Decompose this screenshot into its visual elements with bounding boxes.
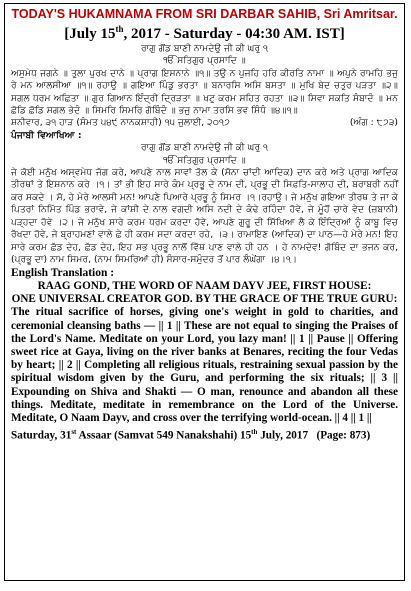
footer-date-line	[11, 426, 398, 443]
english-raag-heading: RAAG GOND, THE WORD OF NAAM DAYV JEE, FIRST HOUSE:	[37, 280, 372, 293]
gurbani-date-line	[11, 117, 398, 129]
date-time-line	[11, 21, 398, 43]
ang-number: (ਅੰਗ : ੮੭੩)	[349, 117, 398, 129]
punjabi-date: ਸ਼ਨੀਵਾਰ, ੩੧ ਹਾੜ (ਸੰਮਤ ੫੪੯ ਨਾਨਕਸ਼ਾਹੀ) ੧੫ ਜੁਲਾਈ, ੨੦੧੭	[11, 117, 230, 129]
english-mool-heading: ONE UNIVERSAL CREATOR GOD. BY THE GRACE OF THE TRUE GURU:	[11, 293, 398, 306]
page-title: TODAY'S HUKAMNAMA FROM SRI DARBAR SAHIB, Sri Amritsar.	[11, 7, 398, 21]
hukamnama-page	[4, 3, 405, 581]
english-translation-label: English Translation :	[11, 267, 115, 280]
footer-mid: Assaar (Samvat 549 Nanakshahi) 15	[76, 429, 252, 442]
date-rest: , 2017 - Saturday - 04:30 AM. IST]	[123, 26, 345, 42]
footer-sup-2: th	[251, 428, 258, 437]
punjabi-explanation-text: ਜੇ ਕੋਈ ਮਨੁੱਖ ਅਸ੍ਵਮੇਧ ਜੱਗ ਕਰੇ, ਆਪਣੇ ਨਾਲ ਸਾਵਾਂ ਤੋਲ ਕੇ (ਸੋਨਾ ਚਾਂਦੀ ਆਦਿਕ) ਦਾਨ ਕਰੇ ਅਤੇ ਪ੍ਰਾਗ ਆਦਿਕ ਤੀਰਥਾਂ ਤੇ ਇਸ਼ਨਾਨ ਕਰੇ ।੧। ਤਾਂ ਭੀ ਇਹ ਸਾਰੇ ਕੰਮ ਪ੍ਰਭੂ ਦੇ ਨਾਮ ਦੀ, ਪ੍ਰਭੂ ਦੀ ਸਿਫ਼ਤਿ-ਸਾਲਾਹ ਦੀ, ਬਰਾਬਰੀ ਨਹੀਂ ਕਰ ਸਕਦੇ । ਸੋ, ਹੇ ਮੇਰੇ ਆਲਸੀ ਮਨ! ਆਪਣੇ ਪਿਆਰੇ ਪ੍ਰਭੂ ਨੂੰ ਸਿਮਰ ।੧।ਰਹਾਉ। ਜੇ ਮਨੁੱਖ ਗਇਆ ਤੀਰਥ ਤੇ ਜਾ ਕੇ ਪਿਤਰਾਂ ਨਿਮਿੱਤ ਪਿੰਡ ਭਰਾਵੇ, ਜੇ ਕਾਂਸ਼ੀ ਦੇ ਨਾਲ ਵਗਦੀ ਅਸਿ ਨਦੀ ਦੇ ਕੰਢੇ ਰਹਿੰਦਾ ਹੋਵੇ, ਜੇ ਮੂੰਹੋਂ ਚਾਰੇ ਵੇਦ (ਜ਼ਬਾਨੀ) ਪੜ੍ਹਦਾ ਹੋਵੇ ।੨। ਜੇ ਮਨੁੱਖ ਸਾਰੇ ਕਰਮ ਧਰਮ ਕਰਦਾ ਹੋਵੇ, ਆਪਣੇ ਗੁਰੂ ਦੀ ਸਿੱਖਿਆ ਲੈ ਕੇ ਇੰਦ੍ਰਿਆਂ ਨੂੰ ਕਾਬੂ ਵਿਚ ਰੱਖਦਾ ਹੋਵੇ, ਜੇ ਬ੍ਰਾਹਮਣਾਂ ਵਾਲੇ ਛੇ ਹੀ ਕਰਮ ਸਦਾ ਕਰਦਾ ਰਹੇ, ।੩। ਰਾਮਾਇਣ (ਆਦਿਕ) ਦਾ ਪਾਠ—ਹੇ ਮੇਰੇ ਮਨ! ਇਹ ਸਾਰੇ ਕਰਮ ਛੱਡ ਦੇਹ, ਛੱਡ ਦੇਹ, ਇਹ ਸਭ ਪ੍ਰਭੂ ਨਾਲੋਂ ਵਿੱਥ ਪਾਣ ਵਾਲੇ ਹੀ ਹਨ । ਹੇ ਨਾਮਦੇਵ! ਗੋਬਿੰਦ ਦਾ ਭਜਨ ਕਰ, (ਪ੍ਰਭੂ ਦਾ) ਨਾਮ ਸਿਮਰ, (ਨਾਮ ਸਿਮਰਿਆਂ ਹੀ) ਸੰਸਾਰ-ਸਮੁੰਦਰ ਤੋਂ ਪਾਰ ਲੰਘੇਂਗਾ ।੪।੧।	[11, 167, 398, 265]
footer-sup-1: st	[71, 428, 77, 437]
punjabi-mool-mantar: ੴ ਸਤਿਗੁਰ ਪ੍ਰਸਾਦਿ ॥	[163, 154, 246, 166]
date-open: [July 15	[64, 26, 116, 42]
footer-prefix: Saturday, 31	[11, 429, 72, 442]
gurbani-verse: ਅਸੁਮੇਧ ਜਗਨੇ ॥ ਤੁਲਾ ਪੁਰਖ ਦਾਨੇ ॥ ਪ੍ਰਾਗ ਇਸਨਾਨੇ ॥੧॥ ਤਉ ਨ ਪੁਜਹਿ ਹਰਿ ਕੀਰਤਿ ਨਾਮਾ ॥ ਅਪੁਨੇ ਰਾਮਹਿ ਭਜੁ ਰੇ ਮਨ ਆਲਸੀਆ ॥੧॥ ਰਹਾਉ ॥ ਗਇਆ ਪਿੰਡੁ ਭਰਤਾ ॥ ਬਨਾਰਸਿ ਅਸਿ ਬਸਤਾ ॥ ਮੁਖਿ ਬੇਦ ਚਤੁਰ ਪੜਤਾ ॥੨॥ ਸਗਲ ਧਰਮ ਅਛਿਤਾ ॥ ਗੁਰ ਗਿਆਨ ਇੰਦ੍ਰੀ ਦ੍ਰਿੜਤਾ ॥ ਖਟੁ ਕਰਮ ਸਹਿਤ ਰਹਤਾ ॥੩॥ ਸਿਵਾ ਸਕਤਿ ਸੰਬਾਦੰ ॥ ਮਨ ਛੋਡਿ ਛੋਡਿ ਸਗਲ ਭੇਦੰ ॥ ਸਿਮਰਿ ਸਿਮਰਿ ਗੋਬਿੰਦੰ ॥ ਭਜੁ ਨਾਮਾ ਤਰਸਿ ਭਵ ਸਿੰਧੰ ॥੪॥੧॥	[11, 67, 398, 117]
gurbani-mool-mantar: ੴ ਸਤਿਗੁਰ ਪ੍ਰਸਾਦਿ ॥	[163, 55, 246, 67]
punjabi-explanation-label: ਪੰਜਾਬੀ ਵਿਆਖਿਆ :	[11, 129, 82, 141]
date-suffix: th	[115, 24, 124, 34]
punjabi-raag-heading: ਰਾਗੁ ਗੋਂਡ ਬਾਣੀ ਨਾਮਦੇਉ ਜੀ ਕੀ ਘਰੁ ੧	[140, 142, 269, 154]
footer-rest: July, 2017	[257, 429, 309, 442]
gurbani-raag-heading: ਰਾਗੁ ਗੋਂਡ ਬਾਣੀ ਨਾਮਦੇਉ ਜੀ ਕੀ ਘਰੁ ੧	[140, 43, 269, 54]
english-translation-text: The ritual sacrifice of horses, giving one's weight in gold to charities, and ceremonial cleansing baths — || 1 || These are not equal to singing the Praises of the Lord's Name. Meditate on your Lord, you lazy man! || 1 || Pause || Offering sweet rice at Gaya, living on the river banks at Benares, reciting the four Vedas by heart; || 2 || Completing all religious rituals, restraining sexual passion by the spiritual wisdom given by the Guru, and performing the six rituals; || 3 || Expounding on Shiva and Shakti — O man, renounce and abandon all these things. Meditate, meditate in remembrance on the Lord of the Universe. Meditate, O Naam Dayv, and cross over the terrifying world-ocean. || 4 || 1 ||	[11, 306, 398, 424]
footer-page-number: (Page: 873)	[316, 429, 371, 442]
